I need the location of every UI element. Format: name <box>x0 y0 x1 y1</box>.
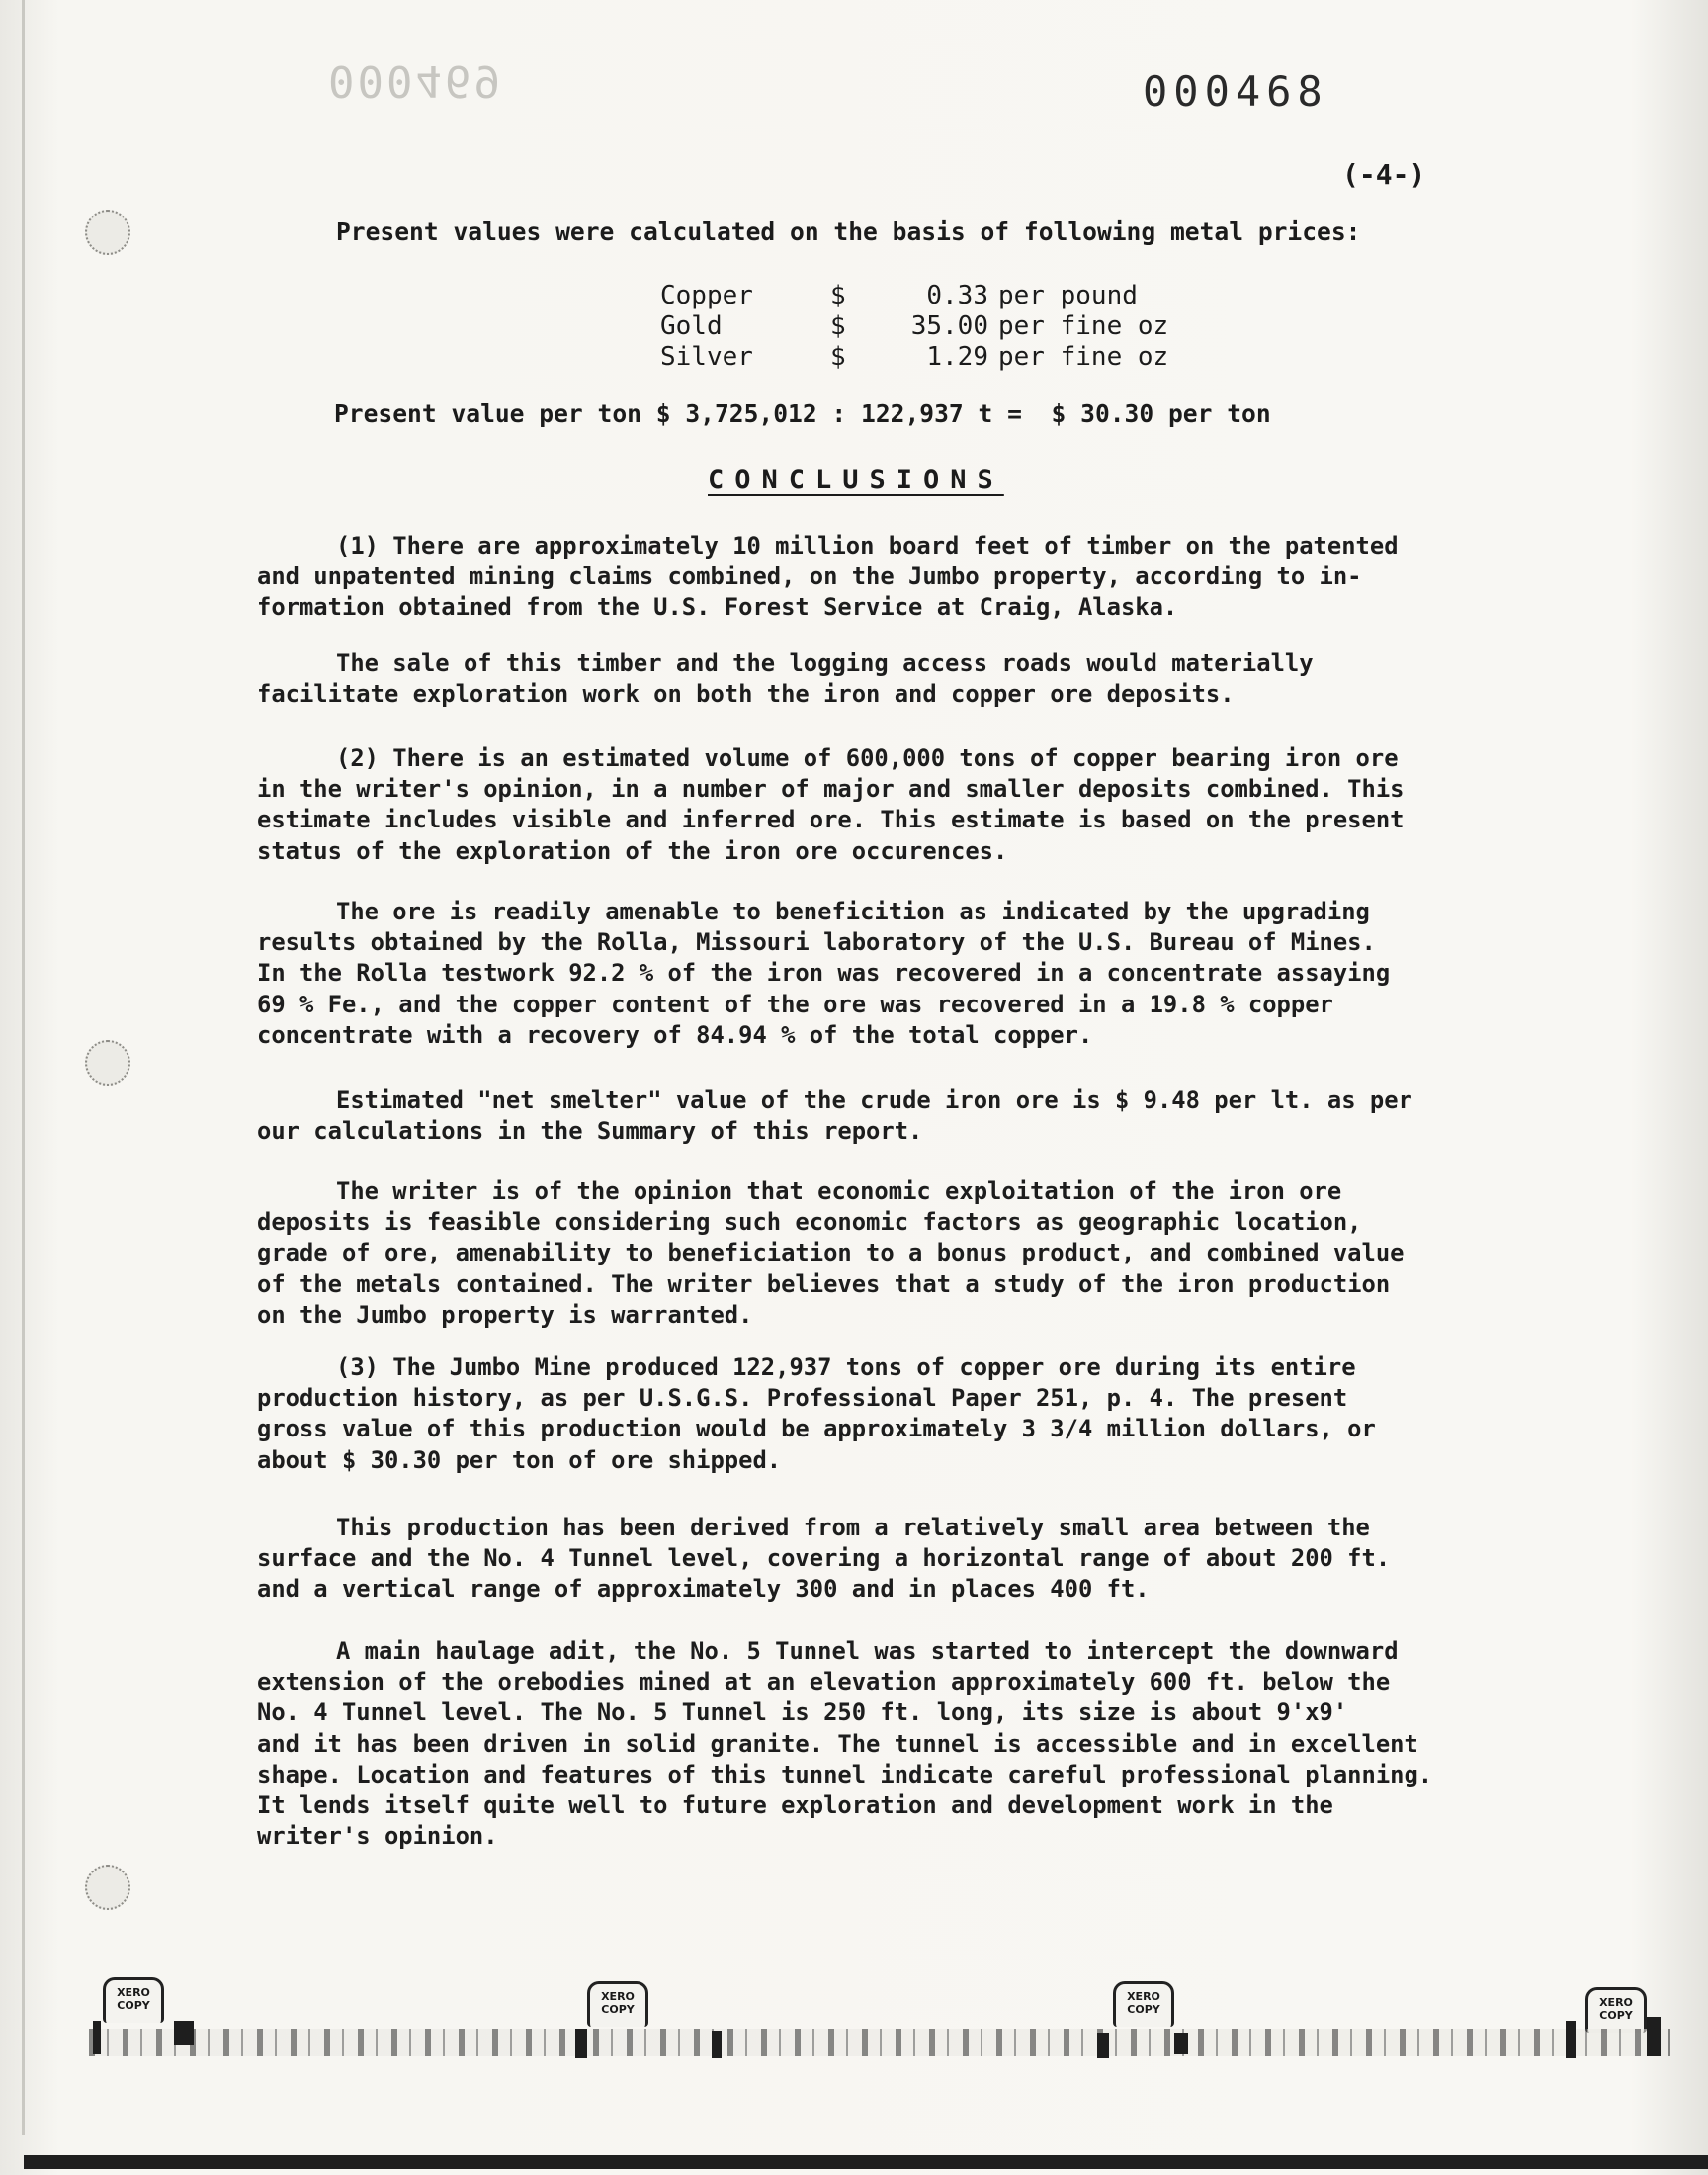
present-value-line: Present value per ton $ 3,725,012 : 122,937 t = $ 30.30 per ton <box>334 399 1271 428</box>
paragraph-5: Estimated "net smelter" value of the crude iron ore is $ 9.48 per lt. as per our calculations in the Summary of this report. <box>257 1087 1412 1146</box>
price-unit: per fine oz <box>998 311 1169 341</box>
paragraph-1: (1) There are approximately 10 million board feet of timber on the patented and unpatented mining claims combined, on the Jumbo property, according to in- formation obtained from the U.S. Forest Service at Craig, Alaska. <box>257 532 1399 622</box>
currency-symbol: $ <box>830 311 846 341</box>
metal-name: Copper <box>660 281 753 310</box>
copier-tick <box>575 2029 587 2058</box>
price-amount: 1.29 <box>926 342 988 372</box>
price-unit: per pound <box>998 281 1138 310</box>
copier-tick <box>1097 2033 1109 2058</box>
paragraph-6: The writer is of the opinion that economic exploitation of the iron ore deposits is feasible considering such economic factors as geographic location, grade of ore, amenability to beneficiation to a bonus product, and combined value of the metals contained. The writer believes that a study of the iron production on the Jumbo property is warranted. <box>257 1177 1405 1329</box>
copier-tick <box>1647 2017 1661 2056</box>
copier-tick <box>1566 2021 1576 2058</box>
intro-line: Present values were calculated on the basis of following metal prices: <box>336 218 1361 246</box>
price-unit: per fine oz <box>998 342 1169 372</box>
xero-copy-mark: XERO COPY <box>587 1981 648 2027</box>
currency-symbol: $ <box>830 281 846 310</box>
price-row-copper <box>660 281 1168 311</box>
price-amount: 35.00 <box>910 311 988 341</box>
metal-price-table <box>660 281 1168 373</box>
copier-tick <box>93 2021 101 2054</box>
currency-symbol: $ <box>830 342 846 372</box>
page-edge-shadow <box>22 0 25 2135</box>
metal-name: Silver <box>660 342 753 372</box>
xero-copy-mark: XERO COPY <box>103 1977 164 2023</box>
copier-tick <box>1174 2033 1188 2054</box>
metal-name: Gold <box>660 311 723 341</box>
conclusions-heading: CONCLUSIONS <box>708 465 1004 495</box>
punch-hole-bottom <box>85 1865 130 1910</box>
paragraph-4: The ore is readily amenable to beneficition as indicated by the upgrading results obtained by the Rolla, Missouri laboratory of the U.S. Bureau of Mines. In the Rolla testwork 92.2 % of the iron was recovered in a concentrate assaying 69 % Fe., and the copper content of the ore was recovered in a 19.8 % copper concentrate with a recovery of 84.94 % of the total copper. <box>257 898 1391 1049</box>
price-row-gold <box>660 311 1168 342</box>
page-number: (-4-) <box>1342 158 1426 191</box>
scan-bottom-edge <box>24 2155 1708 2169</box>
price-amount: 0.33 <box>926 281 988 310</box>
paragraph-7: (3) The Jumbo Mine produced 122,937 tons of copper ore during its entire production history, as per U.S.G.S. Professional Paper 251, p. 4. The present gross value of this production would be approximately 3 3/4 million dollars, or about $ 30.30 per ton of ore shipped. <box>257 1353 1376 1474</box>
punch-hole-top <box>85 210 130 255</box>
document-stamp-number: 000468 <box>1143 67 1328 116</box>
copier-tick <box>712 2031 722 2058</box>
ghost-stamp-number: 000469 <box>328 55 503 106</box>
xero-copy-mark: XERO COPY <box>1585 1987 1647 2033</box>
copier-tick <box>174 2021 194 2044</box>
copier-edge-band <box>89 2029 1670 2056</box>
paragraph-9: A main haulage adit, the No. 5 Tunnel was started to intercept the downward extension of the orebodies mined at an elevation approximately 600 ft. below the No. 4 Tunnel level. The No. 5 Tunnel is 250 ft. long, its size is about 9'x9' and it has been driven in solid granite. The tunnel is accessible and in excellent shape. Location and features of this tunnel indicate careful professional planning. It lends itself quite well to future exploration and development work in the writer's opinion. <box>257 1637 1433 1851</box>
paragraph-8: This production has been derived from a relatively small area between the surface and the No. 4 Tunnel level, covering a horizontal range of about 200 ft. and a vertical range of approximately 300 and in places 400 ft. <box>257 1514 1391 1604</box>
xero-copy-mark: XERO COPY <box>1113 1981 1174 2027</box>
punch-hole-middle <box>85 1040 130 1086</box>
paragraph-3: (2) There is an estimated volume of 600,000 tons of copper bearing iron ore in the writer's opinion, in a number of major and smaller deposits combined. This estimate includes visible and inferred ore. This estimate is based on the present status of the exploration of the iron ore occurences. <box>257 744 1405 865</box>
price-row-silver <box>660 342 1168 373</box>
paragraph-2: The sale of this timber and the logging access roads would materially facilitate exploration work on both the iron and copper ore deposits. <box>257 650 1314 709</box>
